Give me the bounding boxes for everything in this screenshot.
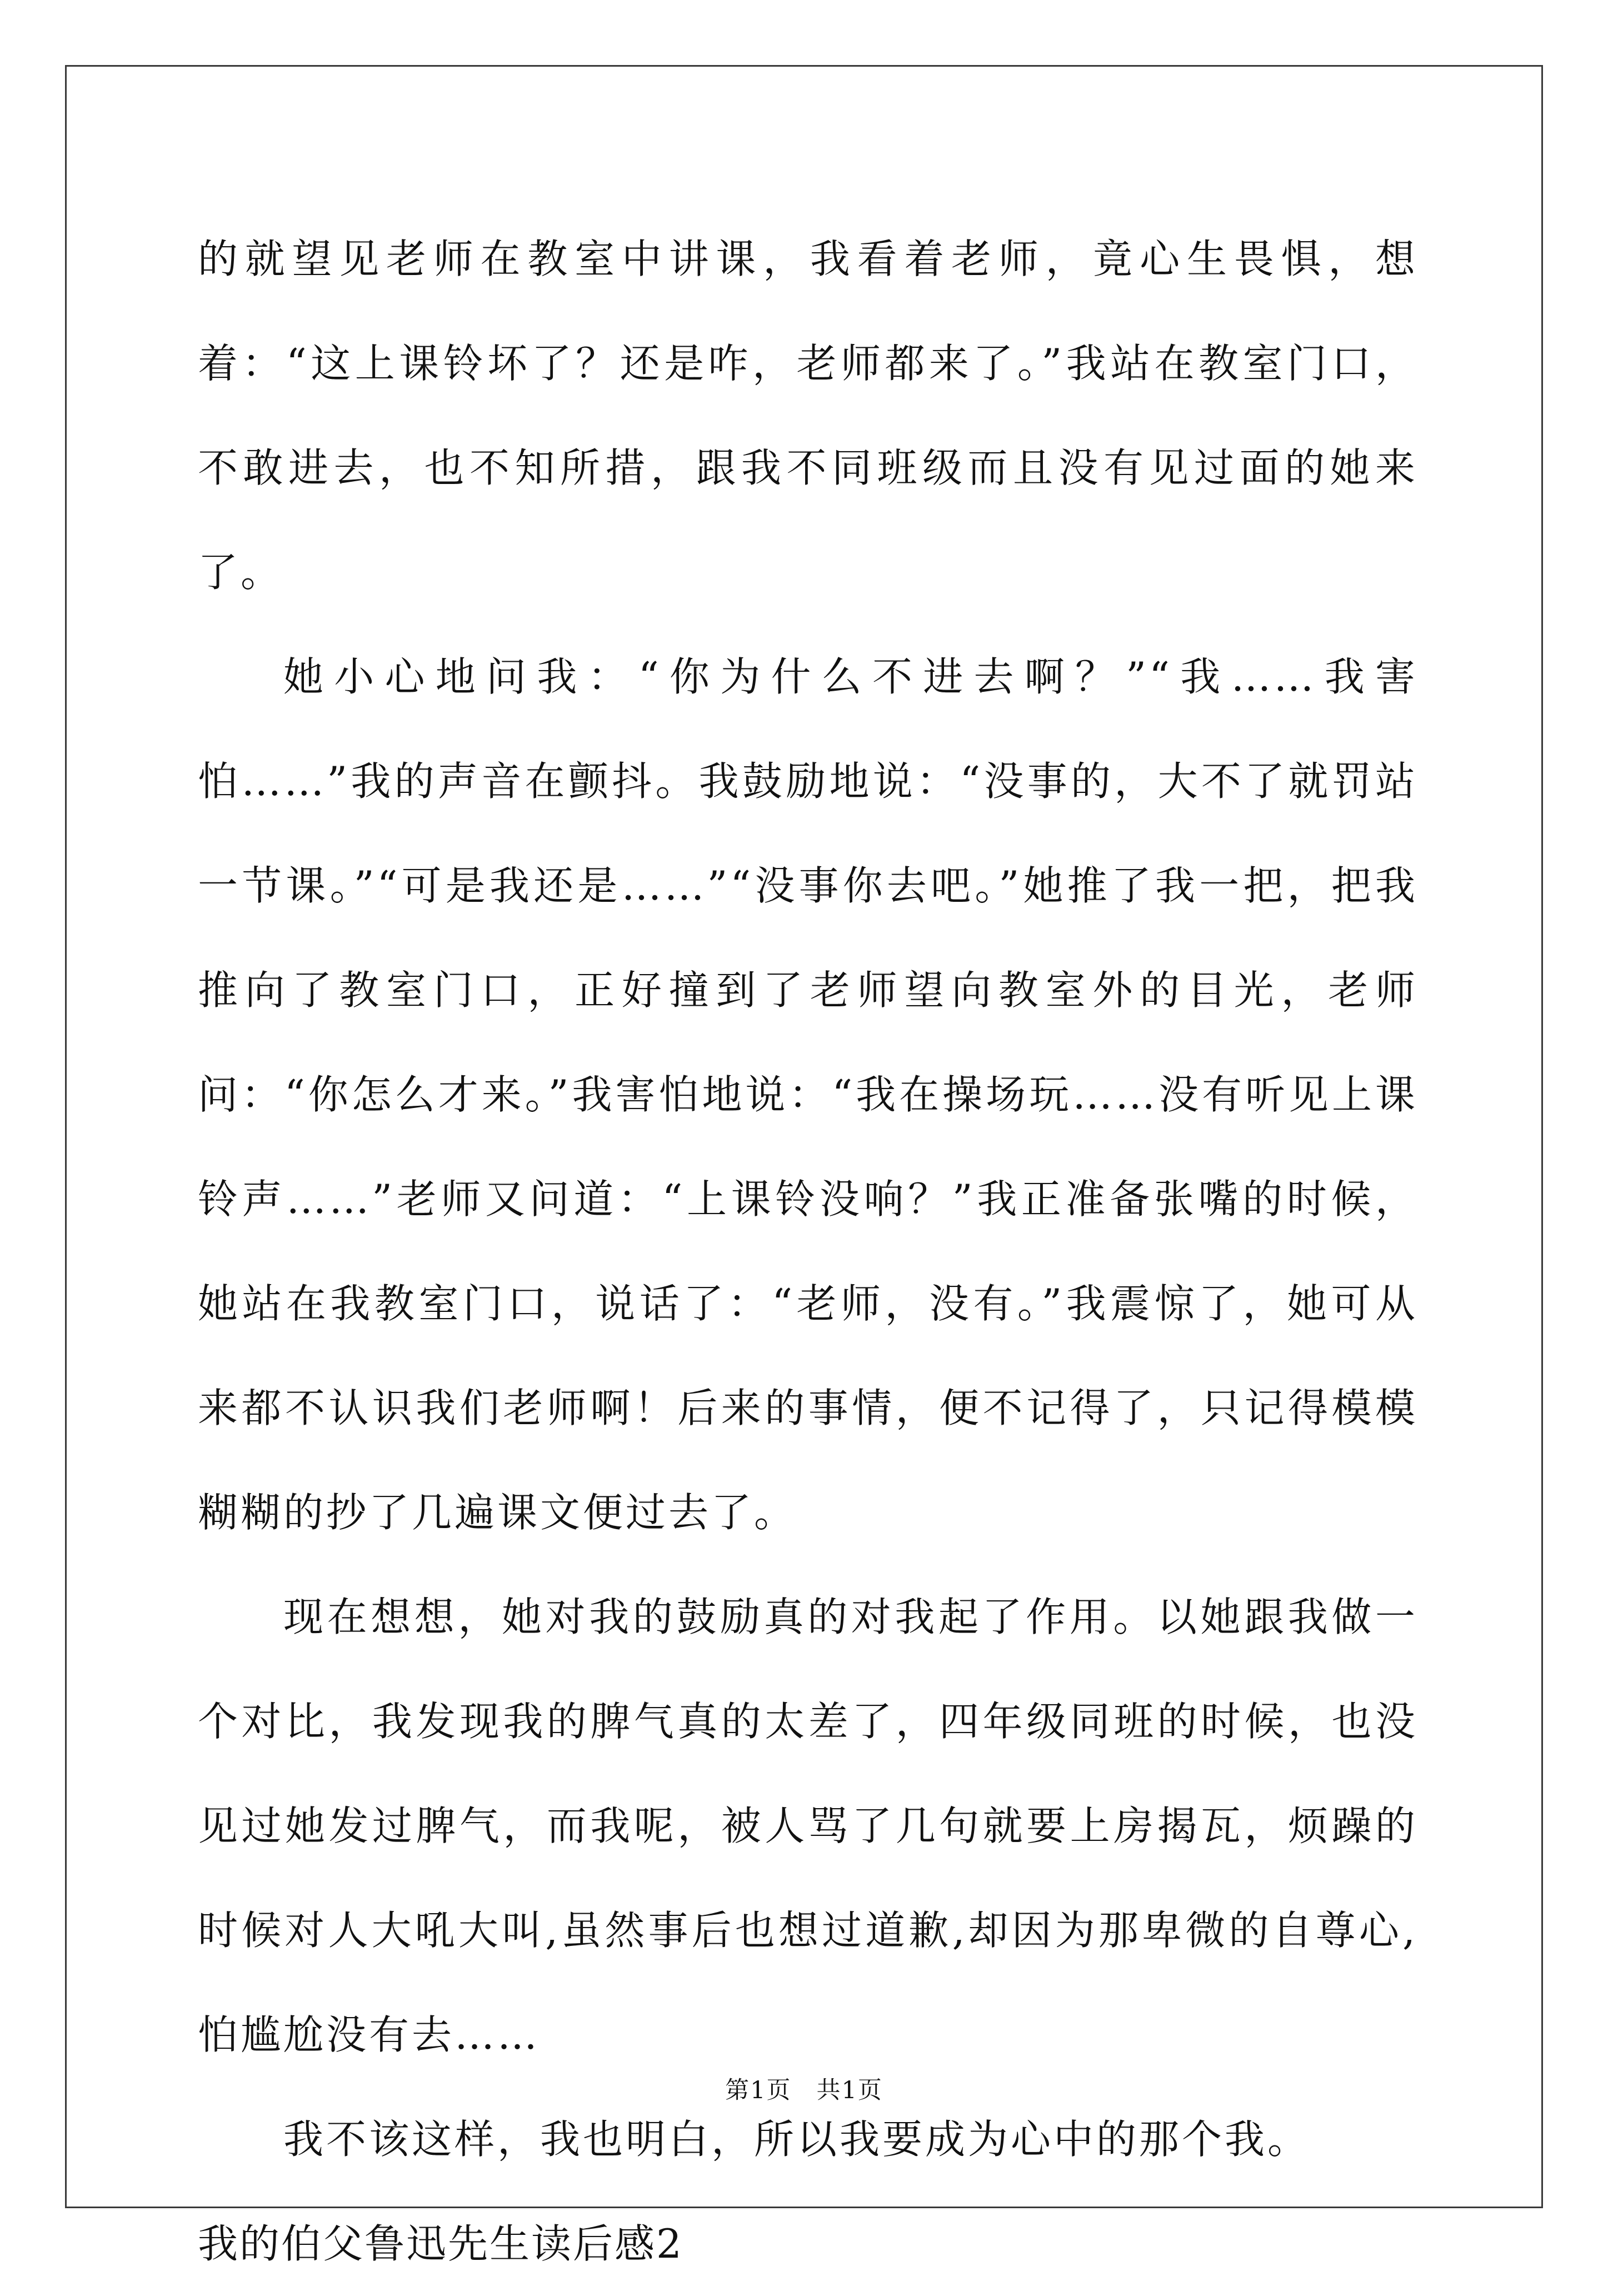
paragraph-2: 她小心地问我：“你为什么不进去啊？”“我……我害怕……”我的声音在颤抖。我鼓励地说：“没事的，大不了就罚站一节课。”“可是我还是……”“没事你去吧。”她推了我一把，把我推向了教室门口，正好撞到了老师望向教室外的目光，老师问：“你怎么才来。”我害怕地说：“我在操场玩……没有听见上课铃声……”老师又问道：“上课铃没响？”我正准备张嘴的时候，她站在我教室门口，说话了：“老师，没有。”我震惊了，她可从来都不认识我们老师啊！后来的事情，便不记得了，只记得模模糊糊的抄了几遍课文便过去了。: [198, 653, 1418, 1536]
page-number: 第1页 共1页: [725, 2077, 883, 2104]
section-title: 我的伯父鲁迅先生读后感2: [198, 2220, 683, 2267]
paragraph-4: 我不该这样，我也明白，所以我要成为心中的那个我。: [283, 2116, 1311, 2163]
document-body: [198, 207, 1418, 2296]
page-footer: [0, 2072, 1608, 2105]
paragraph-1: 的就望见老师在教室中讲课，我看着老师，竟心生畏惧，想着：“这上课铃坏了？还是咋，老师都来了。”我站在教室门口，不敢进去，也不知所措，跟我不同班级而且没有见过面的她来了。: [198, 236, 1418, 596]
paragraph-3: 现在想想，她对我的鼓励真的对我起了作用。以她跟我做一个对比，我发现我的脾气真的太差了，四年级同班的时候，也没见过她发过脾气，而我呢，被人骂了几句就要上房揭瓦，烦躁的时候对人大吼大叫,虽然事后也想过道歉,却因为那卑微的自尊心,怕尴尬没有去……: [198, 1594, 1418, 2058]
